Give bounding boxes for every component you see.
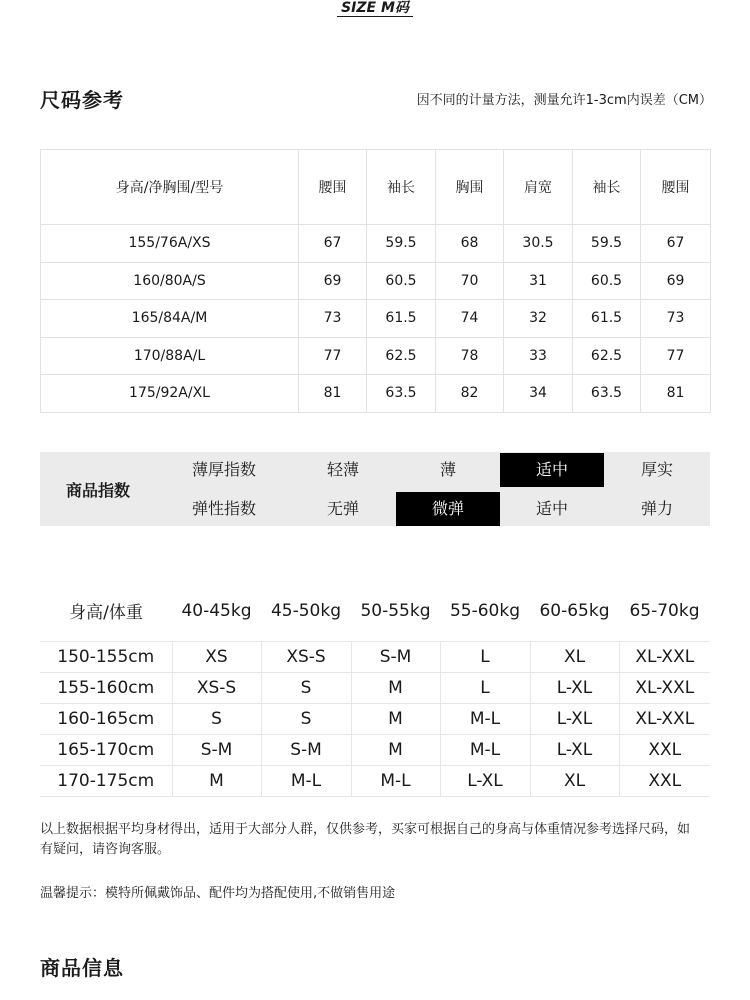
header-cell: 身高/体重 (69, 603, 143, 623)
table-cell: L (440, 673, 530, 704)
thickness-option: 薄 (439, 460, 456, 479)
table-cell: XS-S (172, 673, 261, 704)
header-cell: 袖长 (573, 150, 641, 225)
table-cell: M-L (261, 766, 351, 797)
table-cell: 60.5 (367, 262, 436, 300)
table-cell: L-XL (530, 673, 619, 704)
table-cell: XXL (619, 766, 710, 797)
header-cell: 身高/净胸围/型号 (41, 150, 299, 225)
product-info-title: 商品信息 (40, 956, 124, 980)
table-cell: M-L (440, 704, 530, 735)
header-cell: 袖长 (367, 150, 436, 225)
table-cell: S-M (172, 735, 261, 766)
elasticity-option-selected: 微弹 (396, 492, 500, 526)
table-cell: S-M (261, 735, 351, 766)
table-cell: M-L (440, 735, 530, 766)
table-cell: 82 (436, 375, 504, 413)
table-cell: L-XL (440, 766, 530, 797)
table-cell: M (351, 673, 440, 704)
table-row (41, 225, 711, 263)
table-cell: 67 (641, 225, 711, 263)
table-row (40, 766, 710, 797)
table-cell: XL (530, 766, 619, 797)
table-cell: 67 (299, 225, 367, 263)
elasticity-option: 适中 (535, 499, 568, 518)
height-weight-table (40, 580, 710, 797)
table-cell: 175/92A/XL (41, 375, 299, 413)
elasticity-option: 无弹 (326, 499, 359, 518)
table-cell: M (172, 766, 261, 797)
table-cell: 34 (504, 375, 573, 413)
table-cell: 165/84A/M (41, 300, 299, 338)
table-header-row (41, 150, 711, 225)
table-row (40, 735, 710, 766)
table-cell: 60.5 (573, 262, 641, 300)
table-cell: 150-155cm (40, 642, 172, 673)
header-cell: 胸围 (436, 150, 504, 225)
table-cell: 81 (299, 375, 367, 413)
table-cell: XS (172, 642, 261, 673)
table-cell: 155/76A/XS (41, 225, 299, 263)
table-row (41, 262, 711, 300)
table-cell: 77 (299, 337, 367, 375)
table-cell: 63.5 (573, 375, 641, 413)
header-cell: 50-55kg (360, 600, 431, 621)
table-cell: 165-170cm (40, 735, 172, 766)
header-cell: 45-50kg (270, 600, 342, 621)
table-cell: 33 (504, 337, 573, 375)
table-cell: 31 (504, 262, 573, 300)
size-label (0, 0, 750, 17)
elasticity-index-label: 弹性指数 (191, 499, 256, 518)
thickness-option: 厚实 (640, 460, 673, 479)
table-cell: S (261, 704, 351, 735)
table-cell: 73 (641, 300, 711, 338)
table-cell: L (440, 642, 530, 673)
table-row (40, 642, 710, 673)
table-cell: 69 (641, 262, 711, 300)
table-cell: 78 (436, 337, 504, 375)
table-row (41, 300, 711, 338)
table-cell: 61.5 (573, 300, 641, 338)
measurement-note: 因不同的计量方法，测量允许1-3cm内误差（CM） (416, 93, 712, 108)
table-cell: 30.5 (504, 225, 573, 263)
table-cell: 155-160cm (40, 673, 172, 704)
header-cell: 腰围 (299, 150, 367, 225)
table-cell: 68 (436, 225, 504, 263)
table-cell: M (351, 735, 440, 766)
product-index-title: 商品指数 (66, 481, 131, 500)
table-cell: 170/88A/L (41, 337, 299, 375)
table-cell: XXL (619, 735, 710, 766)
table-cell: L-XL (530, 735, 619, 766)
table-cell: 77 (641, 337, 711, 375)
elasticity-option: 弹力 (640, 499, 673, 518)
table-cell: S (261, 673, 351, 704)
size-disclaimer: 以上数据根据平均身材得出，适用于大部分人群，仅供参考，买家可根据自己的身高与体重情况参考选择尺码，如有疑问，请咨询客服。 (40, 822, 691, 857)
table-cell: 70 (436, 262, 504, 300)
table-cell: XL-XXL (619, 673, 710, 704)
thickness-option-selected: 适中 (500, 453, 604, 487)
table-row (41, 337, 711, 375)
table-cell: 73 (299, 300, 367, 338)
table-cell: 69 (299, 262, 367, 300)
table-cell: 160/80A/S (41, 262, 299, 300)
table-cell: S-M (351, 642, 440, 673)
table-cell: 59.5 (367, 225, 436, 263)
table-cell: XL-XXL (619, 642, 710, 673)
table-cell: 170-175cm (40, 766, 172, 797)
table-cell: M (351, 704, 440, 735)
header-cell: 40-45kg (181, 600, 252, 621)
table-cell: 81 (641, 375, 711, 413)
table-cell: XL (530, 642, 619, 673)
header-cell: 55-60kg (449, 600, 521, 621)
header-cell: 65-70kg (629, 600, 700, 621)
size-label-text: SIZE M码 (337, 0, 413, 17)
table-cell: M-L (351, 766, 440, 797)
product-index-panel (40, 452, 710, 526)
table-cell: 62.5 (367, 337, 436, 375)
table-cell: 160-165cm (40, 704, 172, 735)
table-cell: L-XL (530, 704, 619, 735)
size-reference-table (40, 149, 711, 413)
table-cell: 32 (504, 300, 573, 338)
table-header-row (40, 580, 710, 642)
table-cell: 61.5 (367, 300, 436, 338)
table-row (40, 673, 710, 704)
size-reference-title: 尺码参考 (40, 88, 124, 112)
table-cell: 63.5 (367, 375, 436, 413)
thickness-index-label: 薄厚指数 (191, 460, 256, 479)
header-cell: 肩宽 (504, 150, 573, 225)
table-cell: 74 (436, 300, 504, 338)
table-row (41, 375, 711, 413)
table-cell: 59.5 (573, 225, 641, 263)
model-accessory-tip: 温馨提示：模特所佩戴饰品、配件均为搭配使用,不做销售用途 (40, 886, 396, 901)
header-cell: 腰围 (641, 150, 711, 225)
table-row (40, 704, 710, 735)
table-cell: 62.5 (573, 337, 641, 375)
thickness-option: 轻薄 (326, 460, 359, 479)
table-cell: XL-XXL (619, 704, 710, 735)
header-cell: 60-65kg (539, 600, 610, 621)
table-cell: S (172, 704, 261, 735)
table-cell: XS-S (261, 642, 351, 673)
